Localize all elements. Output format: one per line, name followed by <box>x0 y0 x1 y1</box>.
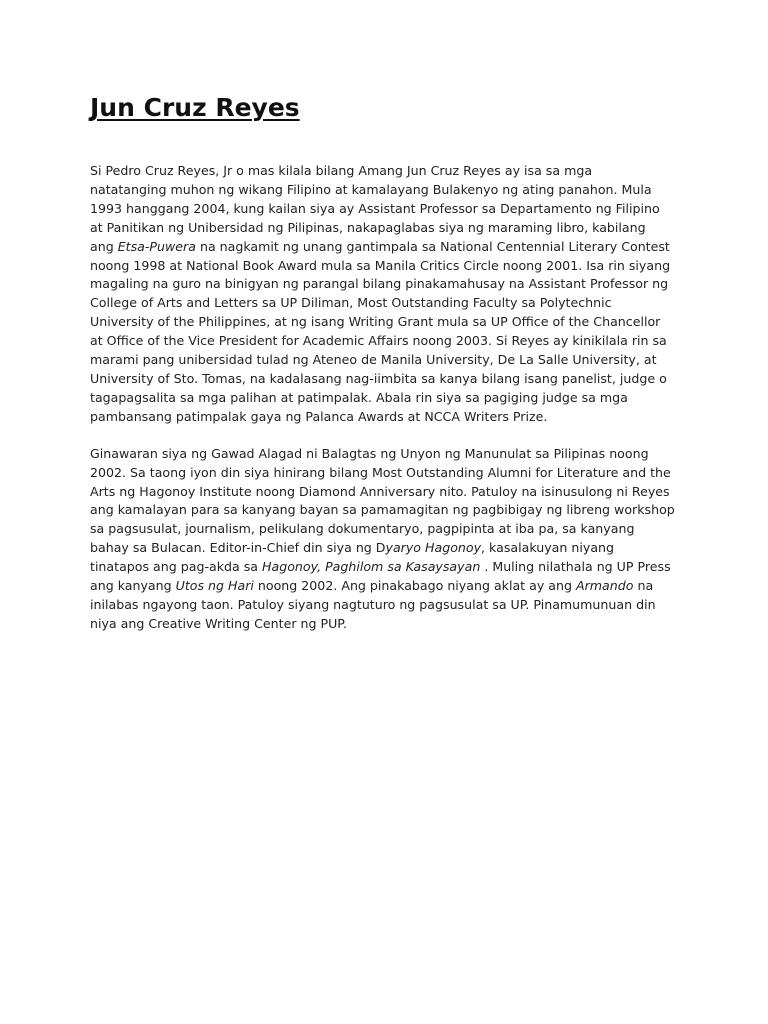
italic-title: Etsa-Puwera <box>117 238 196 254</box>
text-line <box>90 577 680 596</box>
text-run: noong 2002. Ang pinakabago niyang aklat ay ang <box>253 578 576 594</box>
text-line <box>90 200 680 219</box>
text-line <box>90 275 680 294</box>
text-run: magaling na guro na binigyan ng parangal bilang pinakamahusay na Assistant Professor ng <box>90 276 669 292</box>
text-run: tinatapos ang pag-akda sa <box>90 559 263 575</box>
text-run: University of Sto. Tomas, na kadalasang nag-iimbita sa kanya bilang isang panelist, judge o <box>90 370 667 386</box>
text-line <box>90 464 680 483</box>
text-run: 1993 hanggang 2004, kung kailan siya ay Assistant Professor sa Departamento ng Filipino <box>90 200 660 216</box>
italic-title: Utos ng Hari <box>175 578 254 594</box>
text-run: Ginawaran siya ng Gawad Alagad ni Balagtas ng Unyon ng Manunulat sa Pilipinas noong <box>90 445 649 461</box>
document-title: Jun Cruz Reyes <box>90 93 300 122</box>
text-line <box>90 332 680 351</box>
text-run: College of Arts and Letters sa UP Diliman, Most Outstanding Faculty sa Polytechnic <box>90 295 612 311</box>
text-run: na nagkamit ng unang gantimpala sa National Centennial Literary Contest <box>195 238 670 254</box>
text-line <box>90 181 680 200</box>
text-line <box>90 219 680 238</box>
document-body <box>90 162 680 634</box>
text-run: , kasalakuyan niyang <box>481 540 615 556</box>
text-line <box>90 294 680 313</box>
text-line <box>90 238 680 257</box>
text-line <box>90 370 680 389</box>
text-run: noong 1998 at National Book Award mula sa Manila Critics Circle noong 2001. Isa rin siyang <box>90 257 671 273</box>
text-line <box>90 445 680 464</box>
text-line <box>90 483 680 502</box>
text-run: ang <box>90 238 118 254</box>
text-line <box>90 351 680 370</box>
text-run: 2002. Sa taong iyon din siya hinirang bilang Most Outstanding Alumni for Literature and the <box>90 464 671 480</box>
text-run: tagapagsalita sa mga palihan at patimpalak. Abala rin siya sa pagiging judge sa mga <box>90 389 628 405</box>
text-line <box>90 408 680 427</box>
text-run: at Panitikan ng Unibersidad ng Pilipinas, nakapaglabas siya ng maraming libro, kabilang <box>90 219 646 235</box>
paragraph-1 <box>90 162 680 427</box>
italic-title: yaryo Hagonoy <box>385 540 482 556</box>
paragraph-2 <box>90 445 680 634</box>
text-run: ang kamalayan para sa kanyang bayan sa pamamagitan ng pagbibigay ng libreng workshop <box>90 502 675 518</box>
text-line <box>90 596 680 615</box>
text-run: . Muling nilathala ng UP Press <box>480 559 671 575</box>
document-page <box>90 88 680 634</box>
text-line <box>90 615 680 634</box>
text-run: pambansang patimpalak gaya ng Palanca Awards at NCCA Writers Prize. <box>90 408 548 424</box>
text-line <box>90 558 680 577</box>
text-run: natatanging muhon ng wikang Filipino at kamalayang Bulakenyo ng ating panahon. Mula <box>90 181 652 197</box>
text-line <box>90 162 680 181</box>
text-line <box>90 520 680 539</box>
text-run: at Office of the Vice President for Academic Affairs noong 2003. Si Reyes ay kinikilala rin sa <box>90 333 667 349</box>
text-run: Arts ng Hagonoy Institute noong Diamond Anniversary nito. Patuloy na isinusulong ni Reyes <box>90 483 670 499</box>
text-line <box>90 389 680 408</box>
text-line <box>90 539 680 558</box>
text-run: ang kanyang <box>90 578 176 594</box>
text-run: University of the Philippines, at ng isang Writing Grant mula sa UP Office of the Chancellor <box>90 314 661 330</box>
text-run: marami pang unibersidad tulad ng Ateneo de Manila University, De La Salle University, at <box>90 352 657 368</box>
text-line <box>90 257 680 276</box>
text-run: Si Pedro Cruz Reyes, Jr o mas kilala bilang Amang Jun Cruz Reyes ay isa sa mga <box>90 163 593 178</box>
text-line <box>90 313 680 332</box>
text-run: bahay sa Bulacan. Editor-in-Chief din siya ng D <box>90 540 386 556</box>
paragraph-gap <box>90 427 680 445</box>
text-run: inilabas ngayong taon. Patuloy siyang nagtuturo ng pagsusulat sa UP. Pinamumunuan din <box>90 596 656 612</box>
text-run: niya ang Creative Writing Center ng PUP. <box>90 615 347 631</box>
italic-title: Armando <box>576 578 634 594</box>
italic-title: Hagonoy, Paghilom sa Kasaysayan <box>262 559 481 575</box>
text-line <box>90 501 680 520</box>
text-run: na <box>633 578 654 594</box>
text-run: sa pagsusulat, journalism, pelikulang dokumentaryo, pagpipinta at iba pa, sa kanyang <box>90 521 635 537</box>
